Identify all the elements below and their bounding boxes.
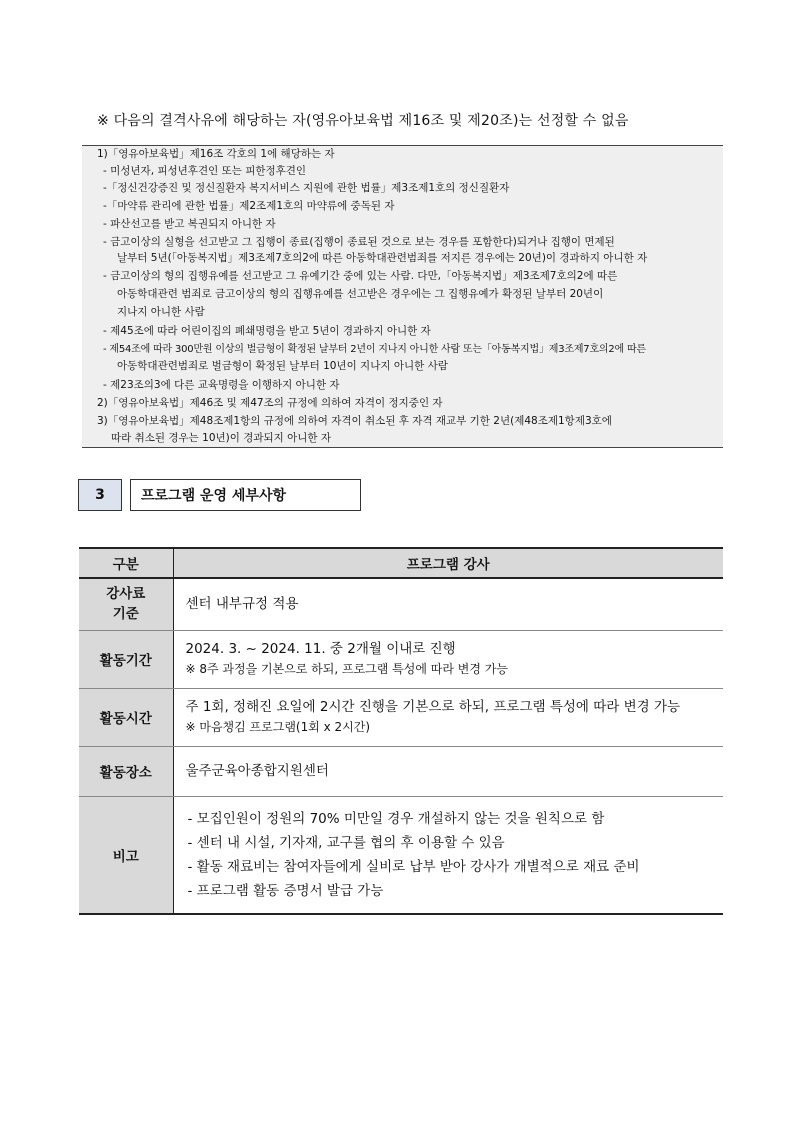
criteria-line: 지나지 아니한 사람	[117, 306, 205, 318]
criteria-line: - 제23조의3에 다른 교육명령을 이행하지 아니한 자	[103, 379, 340, 391]
table-row-remarks	[79, 796, 723, 914]
criteria-line: - 금고이상의 형의 집행유예를 선고받고 그 유예기간 중에 있는 사람. 다만,「아동복지법」제3조제7호의2에 따른	[103, 270, 618, 282]
criteria-line: 2)「영유아보육법」제46조 및 제47조의 규정에 의하여 자격이 정지중인 자	[97, 397, 443, 409]
row-label-remarks: 비고	[79, 796, 173, 914]
time-main: 주 1회, 정해진 요일에 2시간 진행을 기본으로 하되, 프로그램 특성에 따라 변경 가능	[185, 699, 681, 715]
section-number: 3	[78, 479, 122, 511]
criteria-line: -「마약류 관리에 관한 법률」제2조제1호의 마약류에 중독된 자	[103, 200, 395, 212]
criteria-line: - 파산선고를 받고 복권되지 아니한 자	[103, 218, 276, 230]
program-details-table	[79, 547, 723, 915]
row-label-fee	[79, 578, 173, 630]
criteria-line: - 금고이상의 실형을 선고받고 그 집행이 종료(집행이 종료된 것으로 보는 경우를 포함한다)되거나 집행이 면제된	[103, 236, 615, 248]
fee-label-line2: 기준	[112, 606, 139, 623]
fee-label-line1: 강사료	[106, 586, 146, 603]
criteria-line: - 제45조에 따라 어린이집의 폐쇄명령을 받고 5년이 경과하지 아니한 자	[103, 325, 431, 337]
section-title: 프로그램 운영 세부사항	[130, 479, 361, 511]
fee-value: 센터 내부규정 적용	[173, 578, 723, 630]
remarks-item: - 활동 재료비는 참여자들에게 실비로 납부 받아 강사가 개별적으로 재료 준비	[187, 858, 640, 875]
header-category: 구분	[79, 548, 173, 578]
table-header-row	[79, 548, 723, 578]
remarks-item: - 센터 내 시설, 기자재, 교구를 협의 후 이용할 수 있음	[187, 834, 505, 851]
period-note: ※ 8주 과정을 기본으로 하되, 프로그램 특성에 따라 변경 가능	[185, 662, 508, 676]
remarks-item: - 프로그램 활동 증명서 발급 가능	[187, 882, 384, 899]
criteria-line: -「정신건강증진 및 정신질환자 복지서비스 지원에 관한 법률」제3조제1호의 정신질환자	[103, 182, 510, 194]
criteria-line: - 제54조에 따라 300만원 이상의 벌금형이 확정된 날부터 2년이 지나지 아니한 사람 또는「아동복지법」제3조제7호의2에 따른	[103, 344, 646, 355]
row-label-period: 활동기간	[79, 630, 173, 688]
remarks-item: - 모집인원이 정원의 70% 미만일 경우 개설하지 않는 것을 원칙으로 함	[187, 810, 605, 827]
criteria-line: 따라 취소된 경우는 10년)이 경과되지 아니한 자	[111, 432, 332, 444]
criteria-line: 3)「영유아보육법」제48조제1항의 규정에 의하여 자격이 취소된 후 자격 재교부 기한 2년(제48조제1항제3호에	[97, 415, 612, 427]
row-label-time: 활동시간	[79, 688, 173, 746]
criteria-line: 아동학대관련 범죄로 금고이상의 형의 집행유예를 선고받은 경우에는 그 집행유예가 확정된 날부터 20년이	[117, 288, 604, 300]
row-label-place: 활동장소	[79, 746, 173, 796]
criteria-line: 1)「영유아보육법」제16조 각호의 1에 해당하는 자	[97, 148, 335, 160]
table-row-place	[79, 746, 723, 796]
period-main: 2024. 3. ~ 2024. 11. 중 2개월 이내로 진행	[185, 641, 456, 657]
header-program-instructor: 프로그램 강사	[173, 548, 723, 578]
time-cell	[173, 688, 723, 746]
table-row-fee	[79, 578, 723, 630]
remarks-cell	[173, 796, 723, 914]
criteria-line: 날부터 5년(「아동복지법」제3조제7호의2에 따른 아동학대관련범죄를 저지른 경우에는 20년)이 경과하지 아니한 자	[117, 252, 648, 264]
table-row-period	[79, 630, 723, 688]
table-row-time	[79, 688, 723, 746]
ineligibility-criteria-box	[82, 145, 723, 448]
criteria-line: 아동학대관련범죄로 벌금형이 확정된 날부터 10년이 지나지 아니한 사람	[117, 360, 448, 372]
ineligibility-notice: ※ 다음의 결격사유에 해당하는 자(영유아보육법 제16조 및 제20조)는 선정할 수 없음	[97, 113, 629, 129]
place-value: 울주군육아종합지원센터	[173, 746, 723, 796]
criteria-line: - 미성년자, 피성년후견인 또는 피한정후견인	[103, 165, 307, 177]
time-note: ※ 마음챙김 프로그램(1회 x 2시간)	[185, 720, 371, 734]
period-cell	[173, 630, 723, 688]
